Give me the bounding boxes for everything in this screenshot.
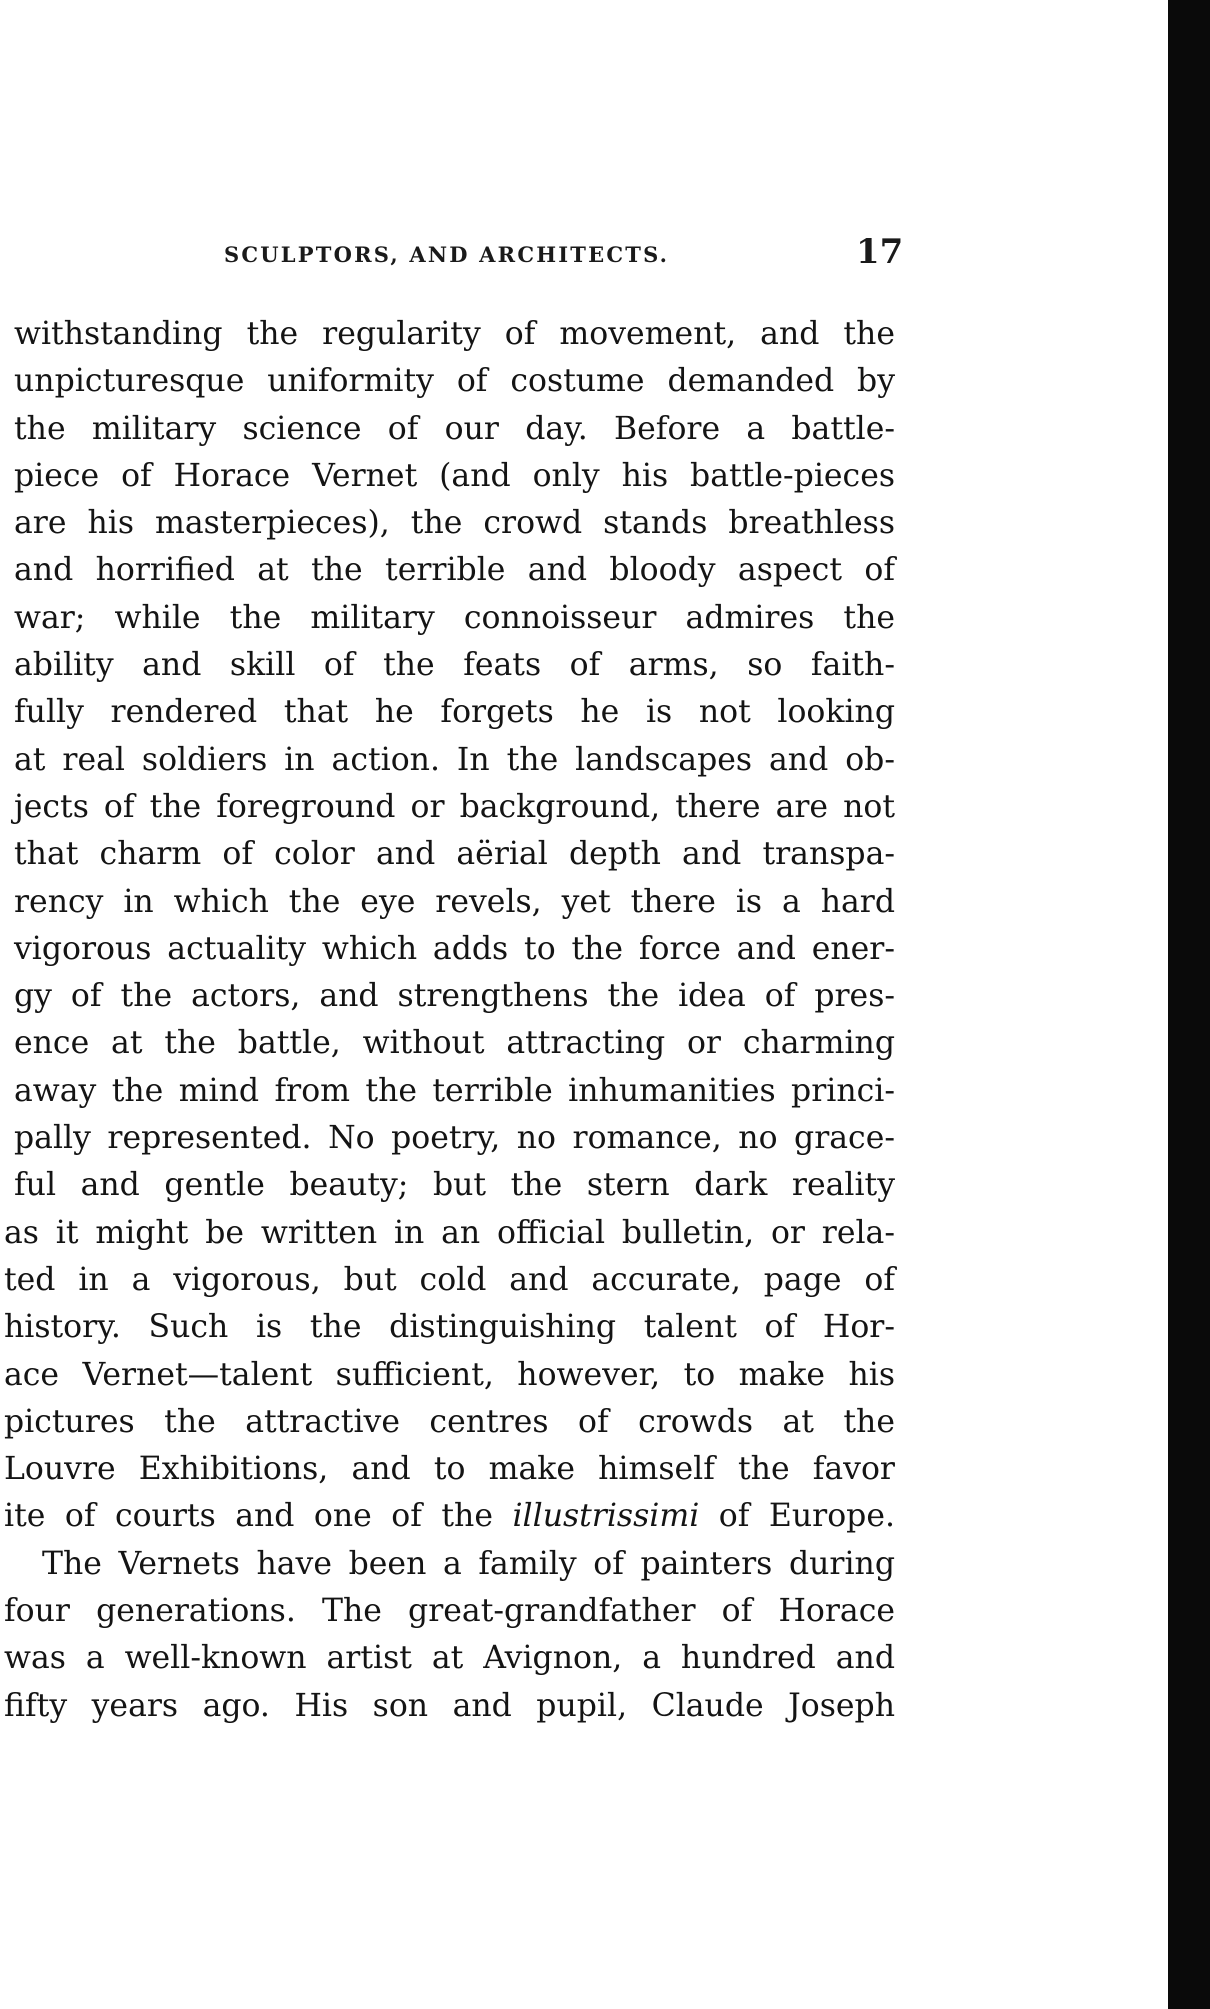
text-line: ence at the battle, without attracting or charming — [14, 1025, 895, 1062]
text-line-end: of Europe. — [699, 1498, 895, 1535]
text-line: at real soldiers in action. In the landscapes and ob- — [14, 741, 895, 778]
text-line-last — [0, 1493, 895, 1540]
text-line: pally represented. No poetry, no romance, no grace- — [14, 1120, 895, 1157]
text-line: fifty years ago. His son and pupil, Claude Joseph — [4, 1687, 895, 1724]
text-line: the military science of our day. Before a battle- — [14, 410, 895, 447]
text-line-start: ite of courts and one of the — [4, 1498, 493, 1535]
body-text — [0, 311, 895, 1730]
text-line: pictures the attractive centres of crowds at the — [4, 1403, 895, 1440]
text-line: was a well-known artist at Avignon, a hundred and — [4, 1640, 895, 1677]
page-number: 17 — [856, 232, 904, 272]
text-line: are his masterpieces), the crowd stands breathless — [14, 505, 895, 542]
text-line: fully rendered that he forgets he is not looking — [14, 694, 895, 731]
text-line: that charm of color and aërial depth and transpa- — [14, 836, 895, 873]
running-head — [0, 232, 904, 272]
text-line: ful and gentle beauty; but the stern dark reality — [14, 1167, 895, 1204]
text-line: unpicturesque uniformity of costume demanded by — [14, 363, 895, 400]
text-line: war; while the military connoisseur admires the — [14, 599, 895, 636]
text-line: and horrified at the terrible and bloody aspect of — [14, 552, 895, 589]
text-line: away the mind from the terrible inhumanities princi- — [14, 1072, 895, 1109]
text-line: Louvre Exhibitions, and to make himself the favor — [4, 1451, 895, 1488]
text-line: jects of the foreground or background, there are not — [14, 788, 895, 825]
text-line: four generations. The great-grandfather of Horace — [4, 1593, 895, 1630]
text-line: The Vernets have been a family of painters during — [42, 1545, 895, 1582]
text-line: ace Vernet—talent sufficient, however, to make his — [4, 1356, 895, 1393]
text-line: piece of Horace Vernet (and only his battle-pieces — [14, 457, 895, 494]
scan-edge-bar — [1168, 0, 1210, 2009]
running-title: SCULPTORS, AND ARCHITECTS. — [224, 242, 670, 267]
text-line: ted in a vigorous, but cold and accurate, page of — [4, 1261, 895, 1298]
text-line: gy of the actors, and strengthens the idea of pres- — [14, 978, 895, 1015]
text-line: rency in which the eye revels, yet there is a hard — [14, 883, 895, 920]
text-line: ability and skill of the feats of arms, so faith- — [14, 647, 895, 684]
text-line: vigorous actuality which adds to the force and ener- — [14, 930, 895, 967]
text-line: history. Such is the distinguishing talent of Hor- — [4, 1309, 895, 1346]
text-line: withstanding the regularity of movement, and the — [14, 316, 895, 352]
italic-term: illustrissimi — [512, 1498, 700, 1535]
text-line: as it might be written in an official bulletin, or rela- — [4, 1214, 895, 1251]
